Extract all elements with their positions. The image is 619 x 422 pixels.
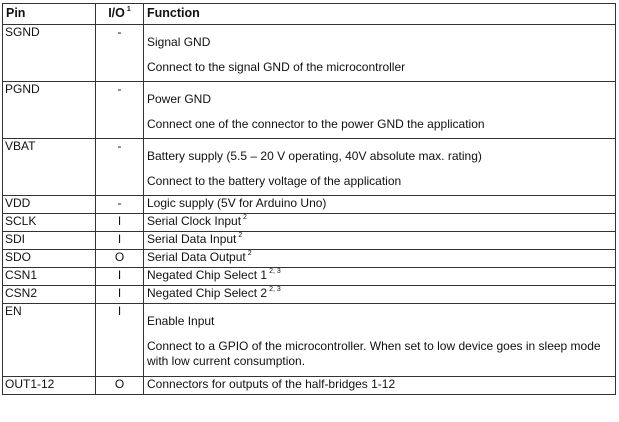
io-cell: - <box>96 139 144 196</box>
function-cell <box>144 232 616 250</box>
table-row <box>3 232 616 250</box>
footnote-ref: 2, 3 <box>269 286 281 293</box>
header-io-label: I/O <box>108 6 125 20</box>
pin-cell: VBAT <box>3 139 96 196</box>
function-cell <box>144 377 616 395</box>
pin-table <box>2 3 616 395</box>
io-cell: I <box>96 268 144 286</box>
function-description: Connect to a GPIO of the microcontroller. When set to low device goes in sleep mode with low current consumption. <box>147 339 601 368</box>
table-row <box>3 196 616 214</box>
pin-cell: SDI <box>3 232 96 250</box>
pin-cell: SCLK <box>3 214 96 232</box>
function-title: Signal GND <box>147 35 211 49</box>
io-cell: I <box>96 232 144 250</box>
table-row <box>3 82 616 139</box>
footnote-ref: 2 <box>238 232 243 239</box>
function-cell <box>144 286 616 304</box>
function-text: Logic supply (5V for Arduino Uno) <box>147 196 327 210</box>
function-cell <box>144 25 616 82</box>
io-cell: I <box>96 304 144 377</box>
pin-cell: CSN2 <box>3 286 96 304</box>
io-cell: O <box>96 377 144 395</box>
footnote-ref: 2 <box>243 214 247 221</box>
pin-cell: SDO <box>3 250 96 268</box>
table-row <box>3 304 616 377</box>
function-cell <box>144 139 616 196</box>
pin-cell: EN <box>3 304 96 377</box>
table-row <box>3 214 616 232</box>
pin-cell: SGND <box>3 25 96 82</box>
function-title: Power GND <box>147 92 212 106</box>
table-header-row <box>3 4 616 25</box>
pin-cell: OUT1-12 <box>3 377 96 395</box>
footnote-ref: 2, 3 <box>269 268 281 275</box>
table-row <box>3 377 616 395</box>
table-row <box>3 268 616 286</box>
table-row <box>3 25 616 82</box>
table-row <box>3 139 616 196</box>
io-cell: - <box>96 25 144 82</box>
table-row <box>3 286 616 304</box>
function-cell <box>144 250 616 268</box>
pin-cell: CSN1 <box>3 268 96 286</box>
function-cell <box>144 82 616 139</box>
footnote-ref: 2 <box>247 250 252 257</box>
pin-cell: VDD <box>3 196 96 214</box>
function-text: Negated Chip Select 1 <box>147 268 268 282</box>
table-row <box>3 250 616 268</box>
function-text: Serial Data Output <box>147 250 246 264</box>
header-pin: Pin <box>3 4 96 25</box>
header-io-footnote: 1 <box>126 5 131 13</box>
header-io <box>96 4 144 25</box>
io-cell: I <box>96 214 144 232</box>
function-description: Connect one of the connector to the power GND the application <box>147 117 485 131</box>
function-text: Serial Data Input <box>147 232 237 246</box>
io-cell: I <box>96 286 144 304</box>
function-title: Enable Input <box>147 314 215 328</box>
pin-cell: PGND <box>3 82 96 139</box>
function-cell <box>144 214 616 232</box>
function-text: Connectors for outputs of the half-bridges 1-12 <box>147 377 396 391</box>
function-text: Serial Clock Input <box>147 214 242 228</box>
io-cell: - <box>96 82 144 139</box>
function-cell <box>144 196 616 214</box>
function-cell <box>144 304 616 377</box>
io-cell: - <box>96 196 144 214</box>
function-description: Connect to the battery voltage of the application <box>147 174 402 188</box>
header-function: Function <box>144 4 616 25</box>
function-title: Battery supply (5.5 – 20 V operating, 40V absolute max. rating) <box>147 149 482 163</box>
function-description: Connect to the signal GND of the microcontroller <box>147 60 406 74</box>
io-cell: O <box>96 250 144 268</box>
function-cell <box>144 268 616 286</box>
function-text: Negated Chip Select 2 <box>147 286 268 300</box>
